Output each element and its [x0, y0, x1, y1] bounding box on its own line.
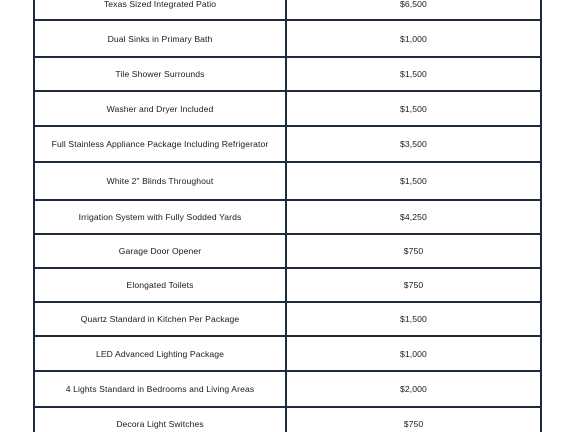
- price-cell: $1,500: [400, 176, 427, 186]
- feature-cell: Decora Light Switches: [35, 408, 287, 432]
- price-cell: $750: [403, 419, 424, 429]
- feature-cell: Tile Shower Surrounds: [35, 58, 287, 90]
- table-row: [35, 127, 540, 163]
- price-cell: $1,500: [400, 69, 427, 79]
- price-cell: $4,250: [400, 212, 427, 222]
- price-cell: $1,500: [400, 103, 427, 114]
- table-row: [35, 58, 540, 92]
- table-row: [35, 408, 540, 432]
- table-row: [35, 0, 540, 21]
- price-cell: $750: [403, 280, 424, 290]
- feature-cell: Dual Sinks in Primary Bath: [35, 21, 287, 56]
- feature-cell: Irrigation System with Fully Sodded Yards: [35, 201, 287, 233]
- price-cell: $1,000: [400, 348, 427, 359]
- price-cell: $6,500: [400, 0, 427, 9]
- table-row: [35, 235, 540, 269]
- feature-cell: 4 Lights Standard in Bedrooms and Living Areas: [35, 372, 287, 406]
- table-row: [35, 163, 540, 201]
- table-row: [35, 372, 540, 408]
- feature-cell: White 2" Blinds Throughout: [35, 163, 287, 199]
- price-cell: $1,500: [400, 314, 427, 324]
- price-cell: $750: [403, 246, 424, 256]
- table-row: [35, 92, 540, 127]
- feature-cell: Washer and Dryer Included: [35, 92, 287, 125]
- feature-cell: Full Stainless Appliance Package Including Refrigerator: [35, 127, 287, 161]
- table-row: [35, 337, 540, 372]
- price-cell: $1,000: [400, 33, 427, 44]
- feature-cell: LED Advanced Lighting Package: [35, 337, 287, 370]
- feature-cell: Quartz Standard in Kitchen Per Package: [35, 303, 287, 335]
- table-row: [35, 303, 540, 337]
- table-row: [35, 269, 540, 303]
- features-price-table: [33, 0, 542, 432]
- feature-cell: Texas Sized Integrated Patio: [35, 0, 287, 19]
- price-cell: $3,500: [400, 139, 427, 149]
- feature-cell: Garage Door Opener: [35, 235, 287, 267]
- table-row: [35, 201, 540, 235]
- feature-cell: Elongated Toilets: [35, 269, 287, 301]
- price-cell: $2,000: [400, 384, 427, 394]
- table-row: [35, 21, 540, 58]
